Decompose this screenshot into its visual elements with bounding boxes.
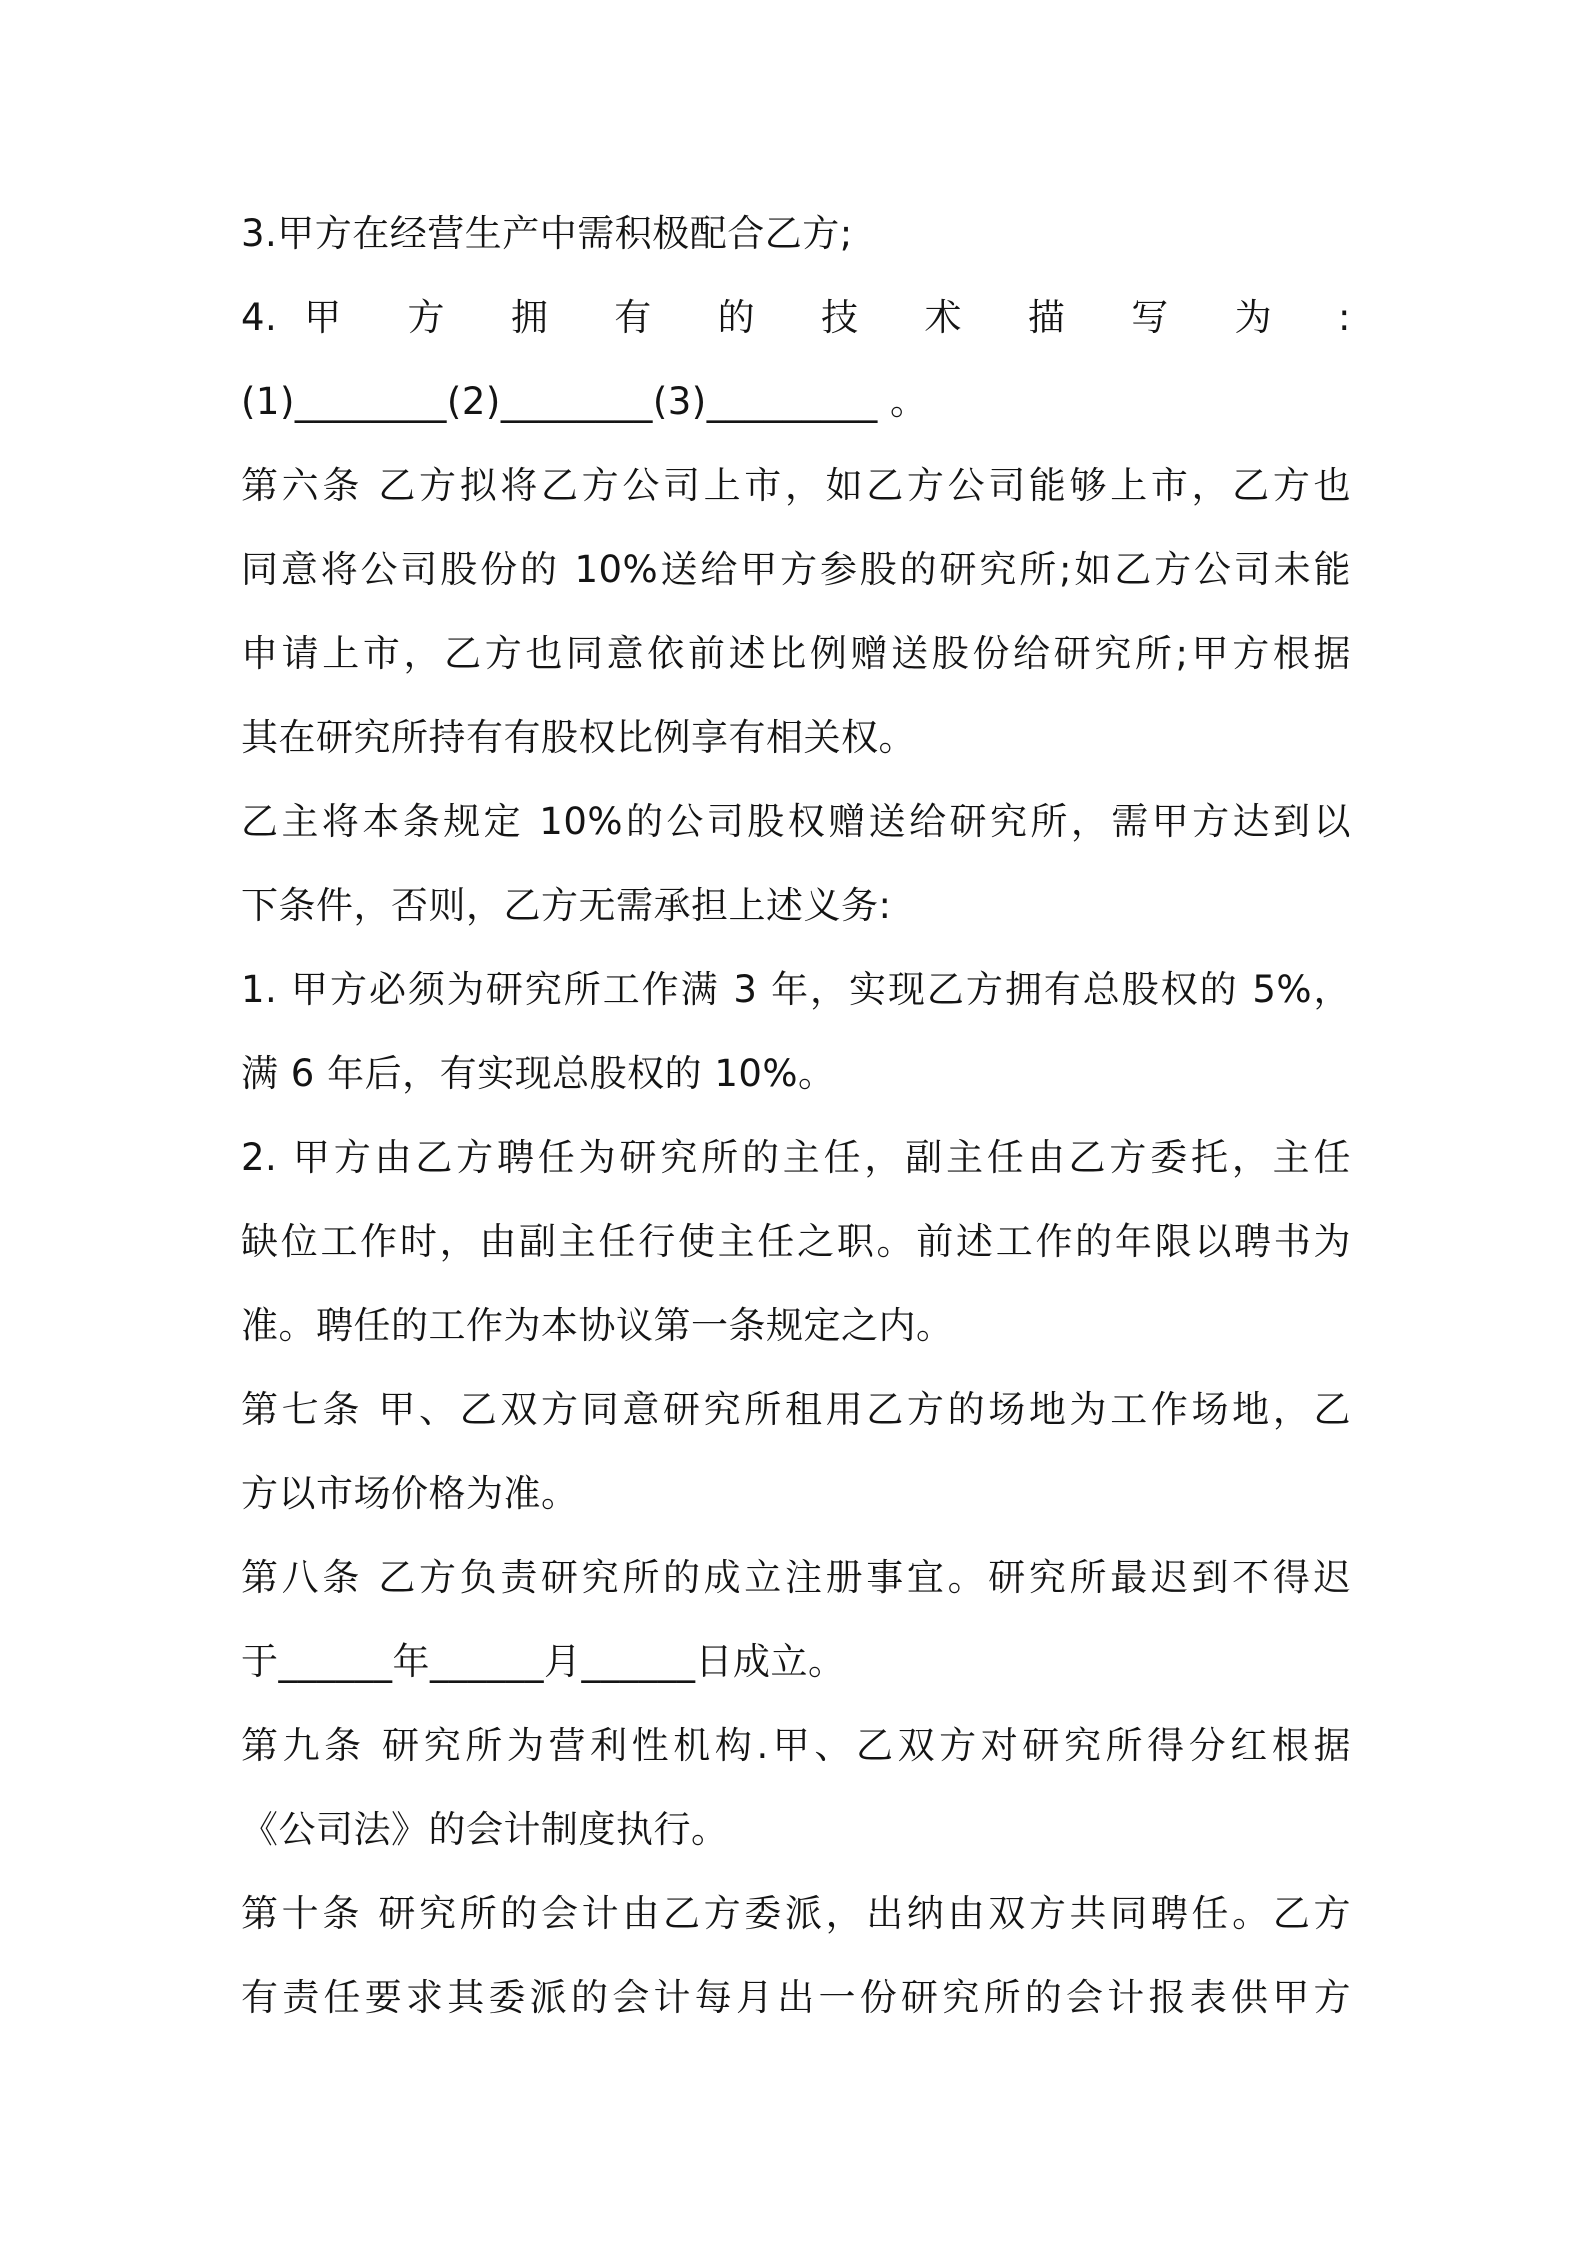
clause-line: (1)________(2)________(3)_________ 。 [241, 380, 928, 423]
clause-line: 申请上市，乙方也同意依前述比例赠送股份给研究所;甲方根据 [241, 632, 1351, 675]
clause-line: 其在研究所持有有股权比例享有相关权。 [241, 716, 916, 759]
clause-line: 于______年______月______日成立。 [241, 1640, 846, 1683]
clause-line: 第八条 乙方负责研究所的成立注册事宜。研究所最迟到不得迟 [241, 1556, 1351, 1599]
clause-line: 第六条 乙方拟将乙方公司上市，如乙方公司能够上市，乙方也 [241, 464, 1351, 507]
clause-line: 1. 甲方必须为研究所工作满 3 年，实现乙方拥有总股权的 5%， [241, 968, 1351, 1011]
clause-line: 3.甲方在经营生产中需积极配合乙方; [241, 212, 853, 255]
clause-line: 满 6 年后，有实现总股权的 10%。 [241, 1052, 836, 1095]
clause-line: 第九条 研究所为营利性机构.甲、乙双方对研究所得分红根据 [241, 1724, 1351, 1767]
clause-line: 同意将公司股份的 10%送给甲方参股的研究所;如乙方公司未能 [241, 548, 1351, 591]
clause-line: 准。聘任的工作为本协议第一条规定之内。 [241, 1304, 954, 1347]
clause-line: 2. 甲方由乙方聘任为研究所的主任，副主任由乙方委托，主任 [241, 1136, 1351, 1179]
contract-body [241, 192, 1351, 2040]
clause-line: 下条件，否则，乙方无需承担上述义务: [241, 884, 892, 927]
clause-line: 4.甲 方 拥 有 的 技 术 描 写 为 : [241, 296, 1351, 339]
clause-line: 第十条 研究所的会计由乙方委派，出纳由双方共同聘任。乙方 [241, 1892, 1351, 1935]
clause-line: 有责任要求其委派的会计每月出一份研究所的会计报表供甲方 [241, 1976, 1351, 2019]
clause-line: 方以市场价格为准。 [241, 1472, 579, 1515]
clause-line: 第七条 甲、乙双方同意研究所租用乙方的场地为工作场地，乙 [241, 1388, 1351, 1431]
clause-line: 《公司法》的会计制度执行。 [241, 1808, 729, 1851]
clause-line: 乙主将本条规定 10%的公司股权赠送给研究所，需甲方达到以 [241, 800, 1351, 843]
clause-line: 缺位工作时，由副主任行使主任之职。前述工作的年限以聘书为 [241, 1220, 1351, 1263]
